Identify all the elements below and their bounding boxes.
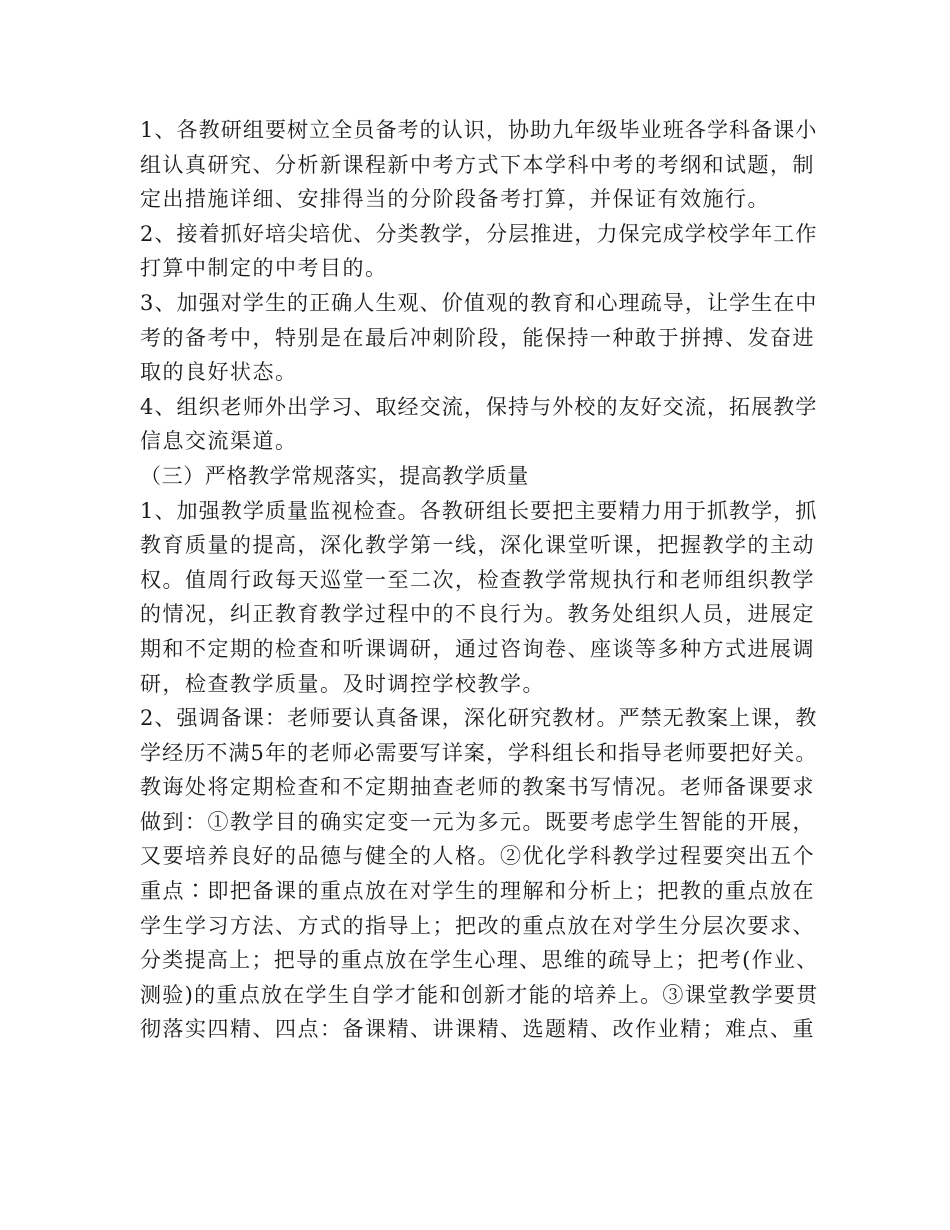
text-line: 权。值周行政每天巡堂一至二次，检查教学常规执行和老师组织教学 — [140, 567, 815, 592]
text-line: 4、组织老师外出学习、取经交流，保持与外校的友好交流，拓展教学 — [140, 394, 818, 419]
text-line: 打算中制定的中考目的。 — [140, 256, 388, 281]
text-line: 考的备考中，特别是在最后冲刺阶段，能保持一种敢于拼搏、发奋进 — [140, 325, 815, 350]
text-line: 做到：①教学目的确实定变一元为多元。既要考虑学生智能的开展， — [140, 809, 815, 834]
text-line: 的情况，纠正教育教学过程中的不良行为。教务处组织人员，进展定 — [140, 602, 815, 627]
text-line: 组认真研究、分析新课程新中考方式下本学科中考的考纲和试题，制 — [140, 152, 815, 177]
text-line: 期和不定期的检查和听课调研，通过咨询卷、座谈等多种方式进展调 — [140, 636, 815, 661]
text-line: 学生学习方法、方式的指导上；把改的重点放在对学生分层次要求、 — [140, 913, 815, 938]
text-line: 1、加强教学质量监视检查。各教研组长要把主要精力用于抓教学，抓 — [140, 498, 818, 523]
text-line: 定出措施详细、安排得当的分阶段备考打算，并保证有效施行。 — [140, 187, 770, 212]
text-line: 学经历不满5年的老师必需要写详案，学科组长和指导老师要把好关。 — [140, 740, 818, 765]
text-line: 3、加强对学生的正确人生观、价值观的教育和心理疏导，让学生在中 — [140, 290, 818, 315]
text-line: 教诲处将定期检查和不定期抽查老师的教案书写情况。老师备课要求 — [140, 775, 815, 800]
document-page — [140, 113, 820, 1047]
text-line: 教育质量的提高，深化教学第一线，深化课堂听课，把握教学的主动 — [140, 533, 815, 558]
text-line: 分类提高上；把导的重点放在学生心理、思维的疏导上；把考(作业、 — [140, 948, 819, 973]
text-line: 2、强调备课：老师要认真备课，深化研究教材。严禁无教案上课，教 — [140, 706, 818, 731]
text-line: 取的良好状态。 — [140, 360, 298, 385]
text-line: 测验)的重点放在学生自学才能和创新才能的培养上。③课堂教学要贯 — [140, 982, 819, 1007]
text-line: 彻落实四精、四点：备课精、讲课精、选题精、改作业精；难点、重 — [140, 1017, 815, 1042]
text-line: 重点∶即把备课的重点放在对学生的理解和分析上；把教的重点放在 — [140, 879, 815, 904]
text-line: 研，检查教学质量。及时调控学校教学。 — [140, 671, 545, 696]
section-heading: （三）严格教学常规落实，提高教学质量 — [140, 463, 529, 488]
text-line: 又要培养良好的品德与健全的人格。②优化学科教学过程要突出五个 — [140, 844, 815, 869]
text-line: 信息交流渠道。 — [140, 429, 298, 454]
text-line: 1、各教研组要树立全员备考的认识，协助九年级毕业班各学科备课小 — [140, 118, 818, 142]
text-line: 2、接着抓好培尖培优、分类教学，分层推进，力保完成学校学年工作 — [140, 221, 818, 246]
